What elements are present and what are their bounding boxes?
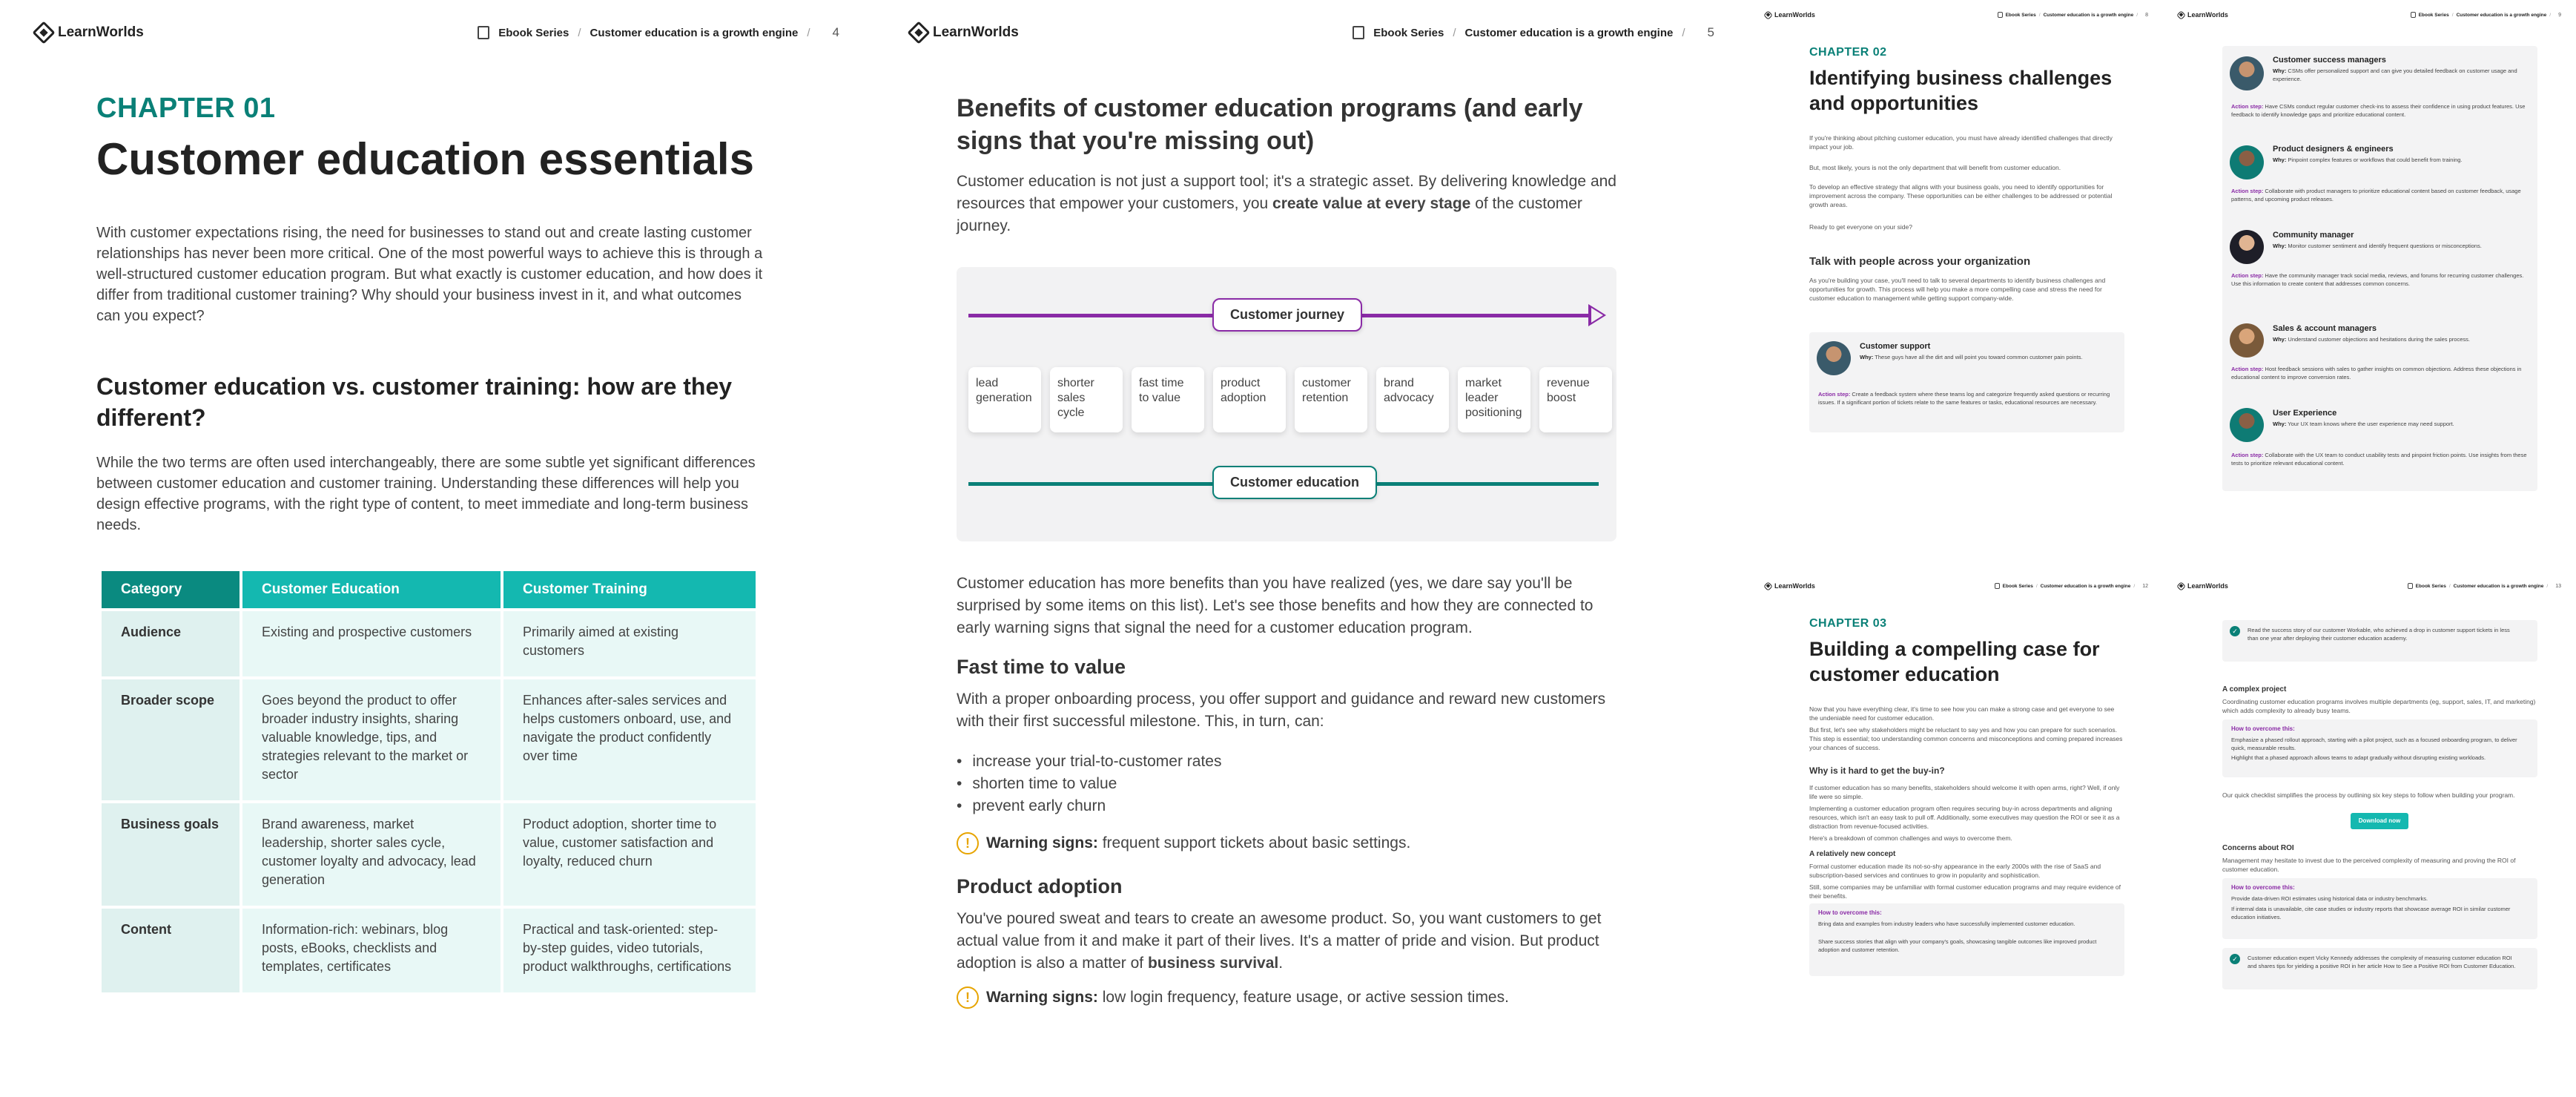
page-heading: Benefits of customer education programs (and early signs that you're missing out) (957, 94, 1583, 155)
paragraph: Still, some companies may be unfamiliar with formal customer education programs and may require evidence of their benefits. (1809, 883, 2121, 900)
breadcrumb (2408, 583, 2561, 589)
journey-stage: product adoption (1213, 367, 1286, 432)
roles-card (2222, 46, 2537, 491)
breadcrumb (478, 25, 839, 40)
journey-stage: customer retention (1295, 367, 1367, 432)
action-text: Host feedback sessions with sales to gather insights on common objections. Address these objections in educational content to improve conversion rates. (2231, 366, 2522, 381)
paragraph: Formal customer education made its not-so-shy appearance in the early 2000s with the rise of SaaS and subscription-based services and continues to grow in popularity and sophistication. (1809, 863, 2101, 879)
ebook-title: Customer education is a growth engine (2453, 583, 2544, 589)
logo-text: LearnWorlds (1774, 11, 1815, 19)
fast-time-paragraph: With a proper onboarding process, you offer support and guidance and reward new customers with their first successful milestone. This, in turn, can: (957, 691, 1606, 730)
adoption-paragraph (957, 908, 1616, 975)
chapter-title: Identifying business challenges and opportunities (1809, 67, 2113, 114)
table-row (102, 611, 756, 676)
breadcrumb (1995, 583, 2148, 589)
logo (1765, 11, 1815, 19)
breadcrumb-separator: / (2549, 12, 2552, 18)
series-label: Ebook Series (2002, 583, 2033, 589)
customer-journey-label: Customer journey (1212, 298, 1362, 332)
paragraph: Now that you have everything clear, it's time to see how you can make a strong case and get everyone to see the undeniable need for customer education. (1809, 705, 2115, 722)
role-name: Customer support (1860, 342, 1931, 351)
action-text: Have the community manager track social media, reviews, and forums for recurring customer challenges. Use this information to create content that addresses common concerns. (2231, 272, 2524, 287)
series-label: Ebook Series (2418, 12, 2449, 18)
why-label: Why: (2273, 243, 2287, 249)
chapter-label: CHAPTER 02 (1809, 46, 1887, 59)
why-text: Your UX team knows where the user experience may need support. (2286, 421, 2454, 427)
breadcrumb (1353, 25, 1714, 40)
role-text (1860, 343, 2112, 361)
why-text: Monitor customer sentiment and identify frequent questions or misconceptions. (2286, 243, 2482, 249)
page-9 (2163, 0, 2576, 571)
story-text[interactable]: Read the success story of our customer Workable, who achieved a drop in customer support tickets in less than one year after deploying their customer education academy. (2248, 627, 2510, 642)
why-text: These guys have all the dirt and will point you toward common customer pain points. (1873, 354, 2083, 360)
section-heading: Talk with people across your organization (1809, 255, 2031, 268)
action-label: Action step: (2231, 103, 2264, 110)
warning-icon: ! (957, 986, 979, 1009)
action-label: Action step: (2231, 272, 2264, 279)
page-13 (2163, 571, 2576, 1097)
section-heading: Fast time to value (957, 656, 1126, 678)
table-cell: Enhances after-sales services and helps customers onboard, use, and navigate the product confidently over time (503, 679, 756, 800)
logo-text: LearnWorlds (58, 24, 144, 40)
table-cell: Information-rich: webinars, blog posts, eBooks, checklists and templates, certificates (242, 909, 501, 992)
page-header (36, 18, 839, 47)
role-name: User Experience (2273, 409, 2337, 418)
breadcrumb (1998, 12, 2148, 18)
paragraph: But, most likely, yours is not the only department that will benefit from customer education. (1809, 164, 2061, 171)
column-header: Category (102, 571, 240, 608)
role-text (2273, 56, 2525, 83)
logo (2178, 582, 2228, 590)
table-cell: Goes beyond the product to offer broader industry insights, sharing valuable knowledge, tips, and strategies relevant to the market or sector (242, 679, 501, 800)
journey-stage: fast time to value (1132, 367, 1204, 432)
page-number: 8 (2145, 12, 2148, 18)
warning-icon: ! (957, 832, 979, 854)
page-number: 12 (2142, 583, 2148, 589)
paragraph: If customer education has so many benefits, stakeholders should welcome it with open arms, right? Well, if only life were so simple. (1809, 784, 2120, 800)
breadcrumb-separator: / (578, 26, 581, 39)
chapter-title: Customer education essentials (96, 134, 754, 184)
why-text: Understand customer objections and hesitations during the sales process. (2286, 336, 2470, 343)
paragraph: Our quick checklist simplifies the process by outlining six key steps to follow when building your program. (2222, 791, 2515, 799)
table-row (102, 909, 756, 992)
breadcrumb-separator: / (2448, 583, 2451, 589)
role-text (2273, 409, 2525, 428)
action-step (1818, 390, 2115, 406)
warning-detail: low login frequency, feature usage, or active session times. (1097, 989, 1509, 1006)
page-header (911, 18, 1714, 47)
journey-stage: lead generation (968, 367, 1041, 432)
learnworlds-logo-icon (32, 21, 55, 44)
benefits-list (957, 751, 1221, 817)
warning-label: Warning signs: (986, 989, 1098, 1006)
ebook-title: Customer education is a growth engine (2040, 583, 2131, 589)
warning-callout (957, 986, 1509, 1009)
action-label: Action step: (1818, 391, 1851, 398)
book-icon (1995, 583, 2000, 589)
role-name: Sales & account managers (2273, 324, 2377, 333)
paragraph: If you're thinking about pitching customer education, you must have already identified challenges that directly impact your job. (1809, 134, 2113, 151)
book-icon (478, 26, 489, 39)
paragraph: Here's a breakdown of common challenges and ways to overcome them. (1809, 834, 2012, 842)
table-cell: Business goals (102, 803, 240, 906)
journey-stage: revenue boost (1539, 367, 1612, 432)
page-number: 5 (1707, 25, 1714, 39)
paragraph: Ready to get everyone on your side? (1809, 223, 1912, 231)
series-label: Ebook Series (498, 26, 569, 39)
action-text: Create a feedback system where these teams log and categorize frequently asked questions or recurring issues. If a significant portion of tickets relate to the same features or tasks, educational resources are necessary. (1818, 391, 2110, 406)
breadcrumb-separator: / (1453, 26, 1456, 39)
action-step (2231, 271, 2528, 288)
table-cell: Content (102, 909, 240, 992)
action-step (2231, 102, 2528, 119)
chapter-label: CHAPTER 03 (1809, 617, 1887, 630)
table-cell: Audience (102, 611, 240, 676)
series-label: Ebook Series (2415, 583, 2446, 589)
table-cell: Brand awareness, market leadership, shorter sales cycle, customer loyalty and advocacy, lead generation (242, 803, 501, 906)
page-4 (0, 0, 875, 1097)
page-12 (1750, 571, 2163, 1097)
avatar (2230, 56, 2264, 90)
page-header (2178, 580, 2561, 592)
section-heading: Concerns about ROI (2222, 844, 2294, 852)
list-item: Provide data-driven ROI estimates using historical data or industry benchmarks. (2231, 895, 2428, 902)
action-step (2231, 187, 2528, 203)
why-label: Why: (2273, 336, 2287, 343)
role-text (2273, 145, 2525, 164)
logo-text: LearnWorlds (933, 24, 1019, 40)
ebook-title: Customer education is a growth engine (2456, 12, 2547, 18)
journey-stage: market leader positioning (1458, 367, 1530, 432)
checkmark-icon: ✓ (2230, 954, 2240, 964)
breadcrumb-separator: / (807, 26, 810, 39)
book-icon (1353, 26, 1364, 39)
subsection-heading: A relatively new concept (1809, 850, 1896, 858)
intro-emphasis: create value at every stage (1272, 195, 1471, 212)
adoption-emphasis: business survival (1147, 955, 1279, 972)
paragraph: As you're building your case, you'll need to talk to several departments to identify business challenges and opportunities for growth. This process will help you make a more compelling case and stress the need for customer education to management while getting support company-wide. (1809, 277, 2106, 302)
journey-stage: brand advocacy (1376, 367, 1449, 432)
warning-text (986, 989, 1509, 1007)
logo-text: LearnWorlds (2187, 11, 2228, 19)
breadcrumb-separator: / (2136, 12, 2139, 18)
customer-journey-diagram (957, 267, 1616, 541)
how-to-label: How to overcome this: (2231, 884, 2295, 891)
journey-stage: shorter sales cycle (1050, 367, 1123, 432)
breadcrumb-separator: / (2546, 583, 2549, 589)
avatar (2230, 230, 2264, 264)
customer-education-label: Customer education (1212, 466, 1377, 499)
page-header (1765, 9, 2148, 21)
breadcrumb-separator: / (2133, 583, 2136, 589)
checkmark-icon: ✓ (2230, 626, 2240, 636)
role-name: Customer success managers (2273, 56, 2386, 65)
list-item: Share success stories that align with your company's goals, showcasing tangible outcomes like improved product adoption and customer retention. (1818, 938, 2097, 953)
list-item: If internal data is unavailable, cite case studies or industry reports that showcase average ROI in similar customer education initiatives. (2231, 906, 2511, 920)
comparison-table (99, 568, 759, 995)
expert-callout (2222, 948, 2537, 989)
page-5 (875, 0, 1750, 1097)
logo (1765, 582, 1815, 590)
why-label: Why: (2273, 67, 2287, 74)
how-to-card (2222, 719, 2537, 777)
section-heading: A complex project (2222, 685, 2287, 694)
warning-detail: frequent support tickets about basic settings. (1097, 834, 1411, 851)
book-icon (2411, 12, 2416, 18)
breadcrumb-separator: / (2451, 12, 2454, 18)
series-label: Ebook Series (1373, 26, 1444, 39)
paragraph: But first, let's see why stakeholders might be reluctant to say yes and how you can prepare for such scenarios. This step is essential; too understanding common concerns and misconceptions and coming prepared increases your chances of success. (1809, 726, 2123, 751)
paragraph: To develop an effective strategy that aligns with your business goals, you need to identify opportunities for improvement across the company. These opportunities can be either challenges to be addressed or potential growth areas. (1809, 183, 2113, 208)
breadcrumb-separator: / (2038, 12, 2041, 18)
logo (911, 24, 1019, 41)
how-to-card (2222, 878, 2537, 939)
intro-text: Customer education is not just a support tool; it's a strategic asset. By delivering knowledge and resources that empower your customers, you (957, 173, 1616, 212)
download-button[interactable]: Download now (2351, 813, 2408, 829)
paragraph: Coordinating customer education programs involves multiple departments (eg, support, sales, IT, and marketing) which adds complexity to already busy teams. (2222, 698, 2536, 714)
page-header (1765, 580, 2148, 592)
warning-label: Warning signs: (986, 834, 1098, 851)
column-header: Customer Education (242, 571, 501, 608)
adoption-text: You've poured sweat and tears to create an awesome product. So, you want customers to get actual value from it and make it part of their lives. It's a matter of pride and vision. But product adoption is also a matter of (957, 910, 1602, 972)
role-text (2273, 325, 2525, 343)
role-name: Community manager (2273, 231, 2354, 240)
paragraph: Implementing a customer education program often requires securing buy-in across departments and aligning resources, which isn't an easy task to pull off. Additionally, some executives may question the ROI or see it as a distraction from revenue-focused activities. (1809, 805, 2120, 830)
intro-paragraph (957, 171, 1616, 237)
story-callout (2222, 620, 2537, 662)
page-number: 4 (832, 25, 839, 39)
avatar (2230, 323, 2264, 358)
role-text (2273, 231, 2525, 250)
breadcrumb (2411, 12, 2561, 18)
role-name: Product designers & engineers (2273, 145, 2394, 154)
table-cell: Practical and task-oriented: step-by-step guides, video tutorials, product walkthroughs, certifications (503, 909, 756, 992)
table-cell: Product adoption, shorter time to value, customer satisfaction and loyalty, reduced churn (503, 803, 756, 906)
section-heading: Customer education vs. customer training: how are they different? (96, 373, 733, 431)
action-step (2231, 365, 2528, 381)
action-step (2231, 451, 2528, 467)
expert-text[interactable]: Customer education expert Vicky Kennedy addresses the complexity of measuring customer education ROI and shares tips for yielding a positive ROI in her article How to See a Positive ROI from Customer Education. (2248, 955, 2516, 969)
avatar (2230, 145, 2264, 179)
why-label: Why: (2273, 421, 2287, 427)
why-text: Pinpoint complex features or workflows that could benefit from training. (2286, 157, 2463, 163)
paragraph: Management may hesitate to invest due to the perceived complexity of measuring and proving the ROI of customer education. (2222, 857, 2516, 873)
action-label: Action step: (2231, 452, 2264, 458)
how-to-card (1809, 903, 2124, 976)
page-number: 13 (2555, 583, 2561, 589)
logo-text: LearnWorlds (1774, 582, 1815, 590)
list-item: • prevent early churn (957, 795, 1221, 817)
role-card (1809, 332, 2124, 432)
column-header: Customer Training (503, 571, 756, 608)
learnworlds-logo-icon (1763, 10, 1773, 20)
ebook-title: Customer education is a growth engine (1464, 26, 1674, 39)
page-header (2178, 9, 2561, 21)
list-item: Highlight that a phased approach allows teams to adapt gradually without disrupting existing workloads. (2231, 754, 2486, 761)
intro-paragraph: With customer expectations rising, the need for businesses to stand out and create lasting customer relationships has never been more critical. One of the most powerful ways to achieve this is through a well-structured customer education program. But what exactly is customer education, and how does it differ from traditional customer training? Why should your business invest in it, and what outcomes can you expect? (96, 225, 763, 324)
why-text: CSMs offer personalized support and can give you detailed feedback on customer usage and experience. (2273, 67, 2517, 82)
table-cell: Existing and prospective customers (242, 611, 501, 676)
list-item: • increase your trial-to-customer rates (957, 751, 1221, 773)
page-number: 9 (2558, 12, 2561, 18)
benefits-paragraph: Customer education has more benefits than you have realized (yes, we dare say you'll be surprised by some items on this list). Let's see those benefits and how they are connected to early warning signs that signal the need for a customer education program. (957, 575, 1594, 636)
logo (2178, 11, 2228, 19)
action-text: Collaborate with product managers to prioritize educational content based on customer feedback, usage patterns, and upcoming product releases. (2231, 188, 2521, 202)
chapter-label: CHAPTER 01 (96, 93, 276, 124)
action-text: Collaborate with the UX team to conduct usability tests and pinpoint friction points. Use insights from these tests to prioritize relevant educational content. (2231, 452, 2527, 467)
table-cell: Primarily aimed at existing customers (503, 611, 756, 676)
arrow-right-icon (1588, 304, 1606, 326)
how-to-label: How to overcome this: (2231, 725, 2295, 732)
section-paragraph: While the two terms are often used interchangeably, there are some subtle yet significant differences between customer education and customer training. Understanding these differences will help you design effective programs, with the right type of content, to meet immediate and long-term business needs. (96, 455, 756, 533)
list-item: Emphasize a phased rollout approach, starting with a pilot project, such as a focused onboarding program, to deliver quick, measurable results. (2231, 737, 2517, 751)
why-label: Why: (1860, 354, 1874, 360)
action-label: Action step: (2231, 366, 2264, 372)
table-row (102, 679, 756, 800)
chapter-title: Building a compelling case for customer education (1809, 638, 2100, 685)
section-heading: Why is it hard to get the buy-in? (1809, 765, 1945, 776)
ebook-title: Customer education is a growth engine (2043, 12, 2134, 18)
breadcrumb-separator: / (1682, 26, 1685, 39)
learnworlds-logo-icon (2176, 582, 2186, 591)
logo-text: LearnWorlds (2187, 582, 2228, 590)
table-header-row (102, 571, 756, 608)
intro-text: of the customer journey. (957, 195, 1582, 234)
how-to-label: How to overcome this: (1818, 909, 1882, 916)
page-8 (1750, 0, 2163, 571)
adoption-text: . (1278, 955, 1284, 972)
breadcrumb-separator: / (2035, 583, 2038, 589)
avatar (1817, 341, 1851, 375)
list-item: Bring data and examples from industry leaders who have successfully implemented customer education. (1818, 920, 2075, 927)
logo (36, 24, 144, 41)
action-label: Action step: (2231, 188, 2264, 194)
action-text: Have CSMs conduct regular customer check-ins to assess their confidence in using product features. Use feedback to identify knowledge gaps and prioritize educational content. (2231, 103, 2526, 118)
book-icon (2408, 583, 2413, 589)
warning-callout (957, 832, 1410, 854)
list-item: • shorten time to value (957, 773, 1221, 795)
series-label: Ebook Series (2005, 12, 2036, 18)
table-row (102, 803, 756, 906)
book-icon (1998, 12, 2003, 18)
warning-text (986, 834, 1410, 852)
section-heading: Product adoption (957, 875, 1123, 897)
why-label: Why: (2273, 157, 2287, 163)
table-cell: Broader scope (102, 679, 240, 800)
learnworlds-logo-icon (2176, 10, 2186, 20)
avatar (2230, 408, 2264, 442)
ebook-title: Customer education is a growth engine (589, 26, 799, 39)
learnworlds-logo-icon (1763, 582, 1773, 591)
learnworlds-logo-icon (907, 21, 930, 44)
